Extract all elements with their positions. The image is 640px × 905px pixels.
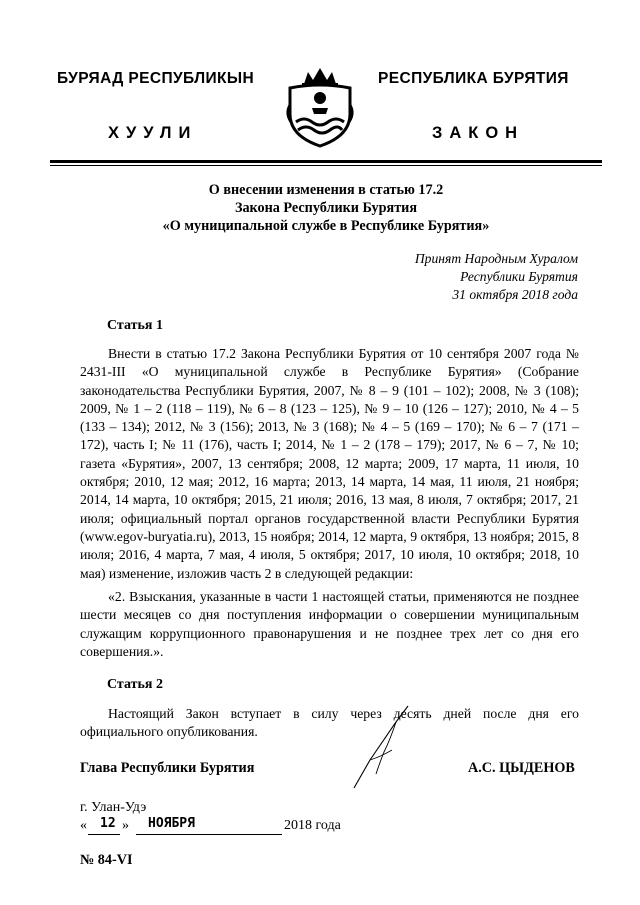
coat-of-arms-icon — [282, 64, 358, 148]
header-left-republic: БУРЯАД РЕСПУБЛИКЫН — [57, 70, 255, 87]
law-title-line2: Закона Республики Бурятия — [234, 200, 418, 216]
adoption-line1: Принят Народным Хуралом — [414, 251, 578, 266]
day-underline — [88, 834, 120, 835]
article1-paragraph1: Внести в статью 17.2 Закона Республики Бурятия от 10 сентября 2007 года № 2431-III «О муниципальной службе в Республике Бурятия» (Собрание законодательства Республики Бурятия, 2007, № 8 – 9 (101 – 102); 2008, № 3 (108); 2009, № 1 – 2 (118 – 119), № 6 – 8 (123 – 125), № 9 – 10 (126 – 127); 2010, № 4 – 5 (133 – 134); 2012, № 3 (156); 2013, № 3 (168); № 4 – 5 (169 – 170); № 6 – 7 (171 – 172), часть I; № 11 (176), часть I; 2014, № 1 – 2 (178 – 179); 2017, № 6 – 7, № 10; газета «Бурятия», 2007, 13 сентября; 2008, 12 марта; 2009, 17 марта, 11 июля, 10 октября; 2010, 12 мая; 2012, 16 марта; 2013, 14 марта, 14 мая, 11 июля, 21 ноября; 2014, 14 марта, 10 октября; 2015, 21 июля; 2016, 13 мая, 8 июля, 7 октября; 2017, 21 июля; официальный портал органов государственной власти Республики Бурятия (www.egov-buryatia.ru), 2013, 15 ноября; 2014, 12 марта, 9 октября, 13 ноября; 2015, 8 июля; 2016, 4 марта, 7 мая, 4 июля, 5 октября; 2017, 10 июля, 10 октября; 2018, 10 мая) изменение, изложив часть 2 в следующей редакции: — [80, 346, 579, 581]
handwritten-signature — [330, 700, 430, 800]
adoption-line3: 31 октября 2018 года — [452, 287, 578, 302]
date-year: 2018 года — [284, 818, 341, 833]
adoption-line2: Республики Бурятия — [460, 269, 578, 284]
adoption-note — [415, 250, 578, 304]
law-number: № 84-VI — [80, 852, 133, 868]
header-right-republic: РЕСПУБЛИКА БУРЯТИЯ — [378, 70, 569, 87]
place-city: г. Улан-Удэ — [80, 800, 147, 815]
article1-paragraph2: «2. Взыскания, указанные в части 1 настоящей статьи, применяются не позднее шести месяцев со дня поступления информации о совершении муниципальным служащим коррупционного правонарушения и не позднее трех лет со дня его совершения.». — [80, 589, 579, 659]
date-quote-close: » — [122, 818, 129, 833]
date-quote-open: « — [80, 818, 87, 833]
law-title-line3: «О муниципальной службе в Республике Бурятия» — [162, 218, 490, 234]
article1-heading: Статья 1 — [107, 318, 163, 333]
signatory-name: А.С. ЦЫДЕНОВ — [468, 760, 575, 776]
law-title-line1: О внесении изменения в статью 17.2 — [208, 182, 444, 198]
month-underline — [136, 834, 282, 835]
header-left-doc-type: ХУУЛИ — [108, 124, 198, 142]
signatory-position: Глава Республики Бурятия — [80, 760, 255, 776]
article2-heading: Статья 2 — [107, 677, 163, 692]
header-right-doc-type: ЗАКОН — [432, 124, 525, 142]
header-rule-thin — [50, 165, 602, 166]
law-title — [50, 181, 602, 235]
signing-date — [80, 818, 380, 838]
article2-paragraph1: Настоящий Закон вступает в силу через десять дней после дня его официального опубликования. — [80, 706, 579, 740]
header-rule-thick — [50, 160, 602, 163]
date-month: НОЯБРЯ — [148, 816, 195, 831]
date-day: 12 — [100, 816, 116, 831]
